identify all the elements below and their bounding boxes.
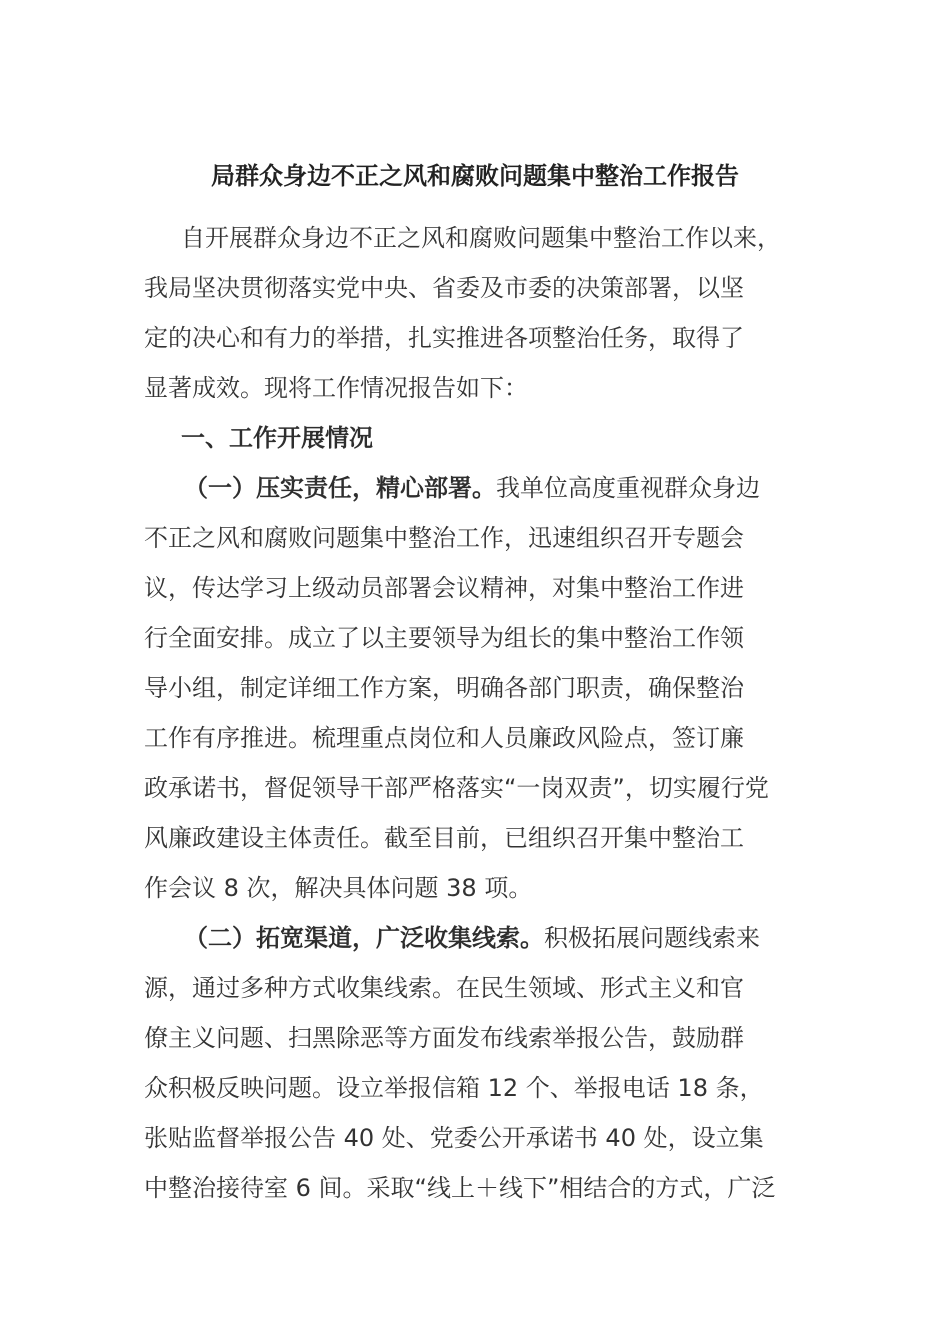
paragraph-line: 中整治接待室 6 间。采取“线上＋线下”相结合的方式，广泛 [144, 1174, 776, 1202]
paragraph-line: 我局坚决贯彻落实党中央、省委及市委的决策部署，以坚 [144, 274, 744, 302]
subsection-heading: （一）压实责任，精心部署。 [184, 474, 496, 502]
paragraph-line: 众积极反映问题。设立举报信箱 12 个、举报电话 18 条， [144, 1074, 764, 1102]
paragraph-line: 政承诺书，督促领导干部严格落实“一岗双责”，切实履行党 [144, 774, 769, 802]
paragraph-line: 工作有序推进。梳理重点岗位和人员廉政风险点，签订廉 [144, 724, 744, 752]
paragraph-line: 定的决心和有力的举措，扎实推进各项整治任务，取得了 [144, 324, 744, 352]
paragraph-line: 导小组，制定详细工作方案，明确各部门职责，确保整治 [144, 674, 744, 702]
subsection-heading: （二）拓宽渠道，广泛收集线索。 [184, 924, 544, 952]
paragraph-line: 作会议 8 次，解决具体问题 38 项。 [144, 874, 533, 902]
paragraph-line: 源，通过多种方式收集线索。在民生领域、形式主义和官 [144, 974, 744, 1002]
document-title: 局群众身边不正之风和腐败问题集中整治工作报告 [211, 162, 739, 190]
paragraph-line: 风廉政建设主体责任。截至目前，已组织召开集中整治工 [144, 824, 744, 852]
paragraph-text: 我单位高度重视群众身边 [496, 474, 760, 502]
section-heading: 一、工作开展情况 [181, 424, 373, 452]
paragraph-line [144, 463, 804, 513]
paragraph-line: 议，传达学习上级动员部署会议精神，对集中整治工作进 [144, 574, 744, 602]
paragraph-line: 自开展群众身边不正之风和腐败问题集中整治工作以来， [181, 224, 781, 252]
paragraph-line [144, 913, 804, 963]
paragraph-text: 积极拓展问题线索来 [544, 924, 760, 952]
paragraph-line: 行全面安排。成立了以主要领导为组长的集中整治工作领 [144, 624, 744, 652]
document-body [144, 213, 804, 1213]
paragraph-line: 显著成效。现将工作情况报告如下： [144, 374, 528, 402]
paragraph-line: 张贴监督举报公告 40 处、党委公开承诺书 40 处，设立集 [144, 1124, 764, 1152]
paragraph-line: 僚主义问题、扫黑除恶等方面发布线索举报公告，鼓励群 [144, 1024, 744, 1052]
paragraph-line: 不正之风和腐败问题集中整治工作，迅速组织召开专题会 [144, 524, 744, 552]
